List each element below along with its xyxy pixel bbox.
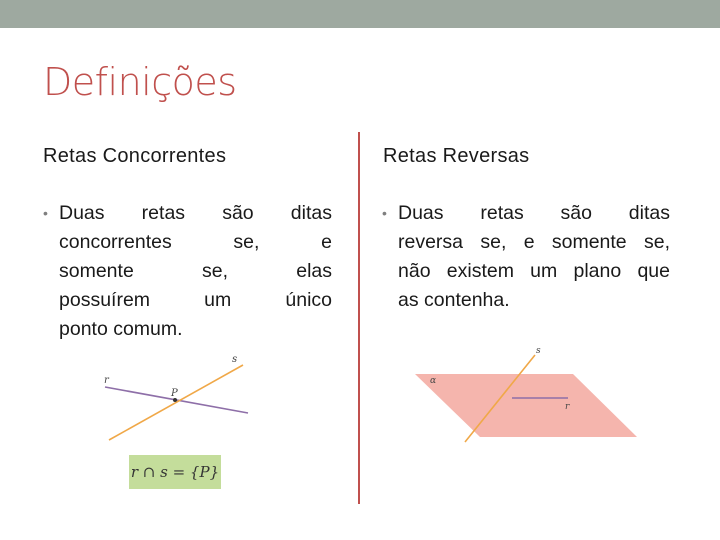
concurrent-lines-figure xyxy=(95,345,265,450)
intersection-formula: r ∩ s = {P} xyxy=(129,455,221,489)
left-line-2: concorrentes se, e xyxy=(59,231,332,253)
left-line-5: ponto comum. xyxy=(59,318,183,340)
bullet-dot: • xyxy=(382,205,387,221)
label-alpha: α xyxy=(430,376,437,386)
right-line-1: Duas retas são ditas xyxy=(398,202,670,224)
left-line-1: Duas retas são ditas xyxy=(59,202,332,224)
right-line-2: reversa se, e somente se, xyxy=(398,231,670,253)
left-line-3: somente se, elas xyxy=(59,260,332,282)
left-line-4: possuírem um único xyxy=(59,289,332,311)
right-line-3: não existem um plano que xyxy=(398,260,670,282)
label-r: r xyxy=(565,402,570,412)
line-s xyxy=(109,365,243,440)
label-r: r xyxy=(104,375,109,386)
bullet-dot: • xyxy=(43,205,48,221)
column-divider xyxy=(358,132,360,504)
skew-lines-figure xyxy=(410,340,645,448)
label-p: P xyxy=(171,388,178,399)
plane-alpha xyxy=(415,374,637,437)
right-line-4: as contenha. xyxy=(398,289,510,311)
label-s: s xyxy=(536,346,541,356)
right-heading: Retas Reversas xyxy=(383,145,530,167)
top-bar xyxy=(0,0,720,28)
slide-title: Definições xyxy=(43,60,237,104)
label-s: s xyxy=(232,354,238,365)
left-heading: Retas Concorrentes xyxy=(43,145,227,167)
